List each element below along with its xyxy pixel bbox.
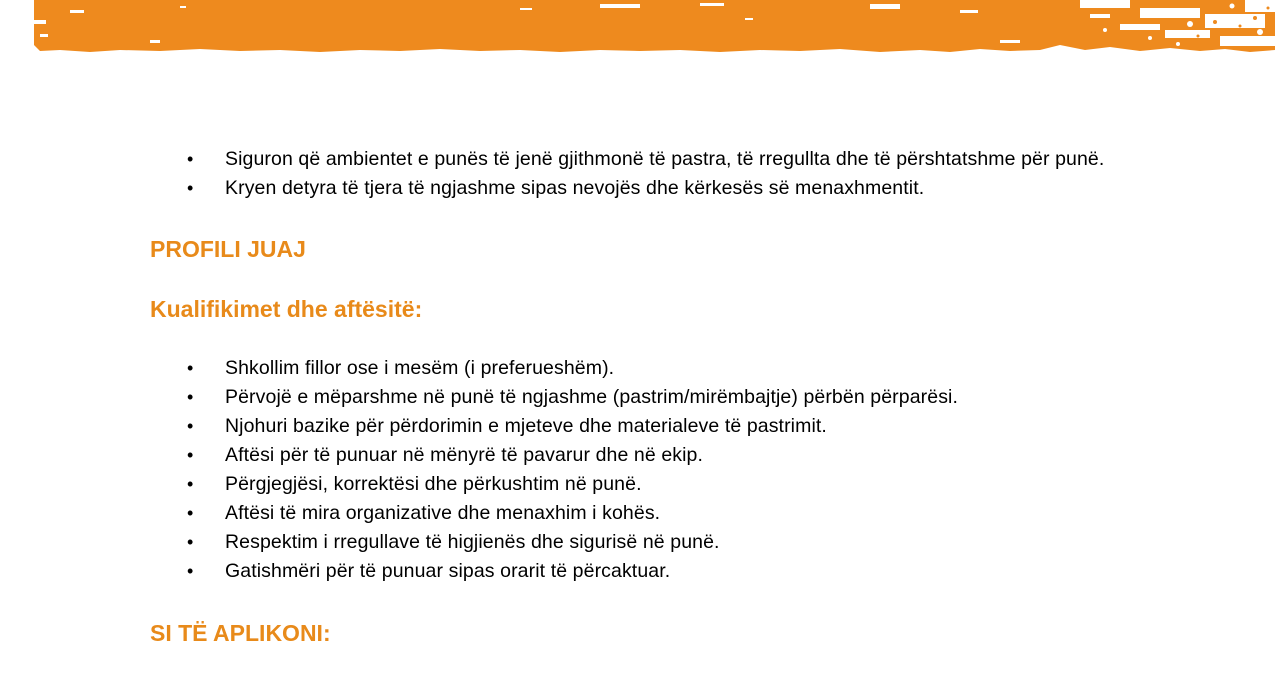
bullet-icon: •	[187, 561, 194, 581]
bullet-icon: •	[187, 358, 194, 378]
bullet-icon: •	[187, 149, 194, 169]
list-item	[150, 145, 1140, 174]
profile-heading: PROFILI JUAJ	[150, 236, 306, 262]
list-item	[150, 470, 1140, 499]
list-item-text: Përgjegjësi, korrektësi dhe përkushtim në punë.	[225, 473, 642, 495]
list-item-text: Siguron që ambientet e punës të jenë gjithmonë të pastra, të rregullta dhe të përshtatshme për punë.	[225, 148, 1105, 170]
list-item-text: Njohuri bazike për përdorimin e mjeteve dhe materialeve të pastrimit.	[225, 415, 827, 437]
list-item	[150, 557, 1140, 586]
list-item	[150, 412, 1140, 441]
bullet-icon: •	[187, 445, 194, 465]
list-item-text: Respektim i rregullave të higjienës dhe sigurisë në punë.	[225, 531, 720, 553]
apply-heading: SI TË APLIKONI:	[150, 620, 331, 646]
list-item	[150, 354, 1140, 383]
list-item-text: Kryen detyra të tjera të ngjashme sipas nevojës dhe kërkesës së menaxhmentit.	[225, 177, 925, 199]
list-item	[150, 499, 1140, 528]
qualifications-heading: Kualifikimet dhe aftësitë:	[150, 296, 423, 322]
list-item	[150, 441, 1140, 470]
bullet-icon: •	[187, 474, 194, 494]
list-item-text: Shkollim fillor ose i mesëm (i preferueshëm).	[225, 357, 615, 379]
list-item-text: Aftësi të mira organizative dhe menaxhim i kohës.	[225, 502, 661, 524]
qualifications-list	[150, 354, 1140, 586]
list-item-text: Gatishmëri për të punuar sipas orarit të përcaktuar.	[225, 560, 671, 582]
duties-list	[150, 145, 1140, 203]
document-body	[150, 145, 1140, 648]
list-item	[150, 528, 1140, 557]
list-item-text: Aftësi për të punuar në mënyrë të pavarur dhe në ekip.	[225, 444, 704, 466]
list-item	[150, 383, 1140, 412]
list-item	[150, 174, 1140, 203]
bullet-icon: •	[187, 416, 194, 436]
bullet-icon: •	[187, 532, 194, 552]
orange-brush-header	[0, 0, 1275, 60]
bullet-icon: •	[187, 178, 194, 198]
bullet-icon: •	[187, 387, 194, 407]
bullet-icon: •	[187, 503, 194, 523]
list-item-text: Përvojë e mëparshme në punë të ngjashme (pastrim/mirëmbajtje) përbën përparësi.	[225, 386, 958, 408]
